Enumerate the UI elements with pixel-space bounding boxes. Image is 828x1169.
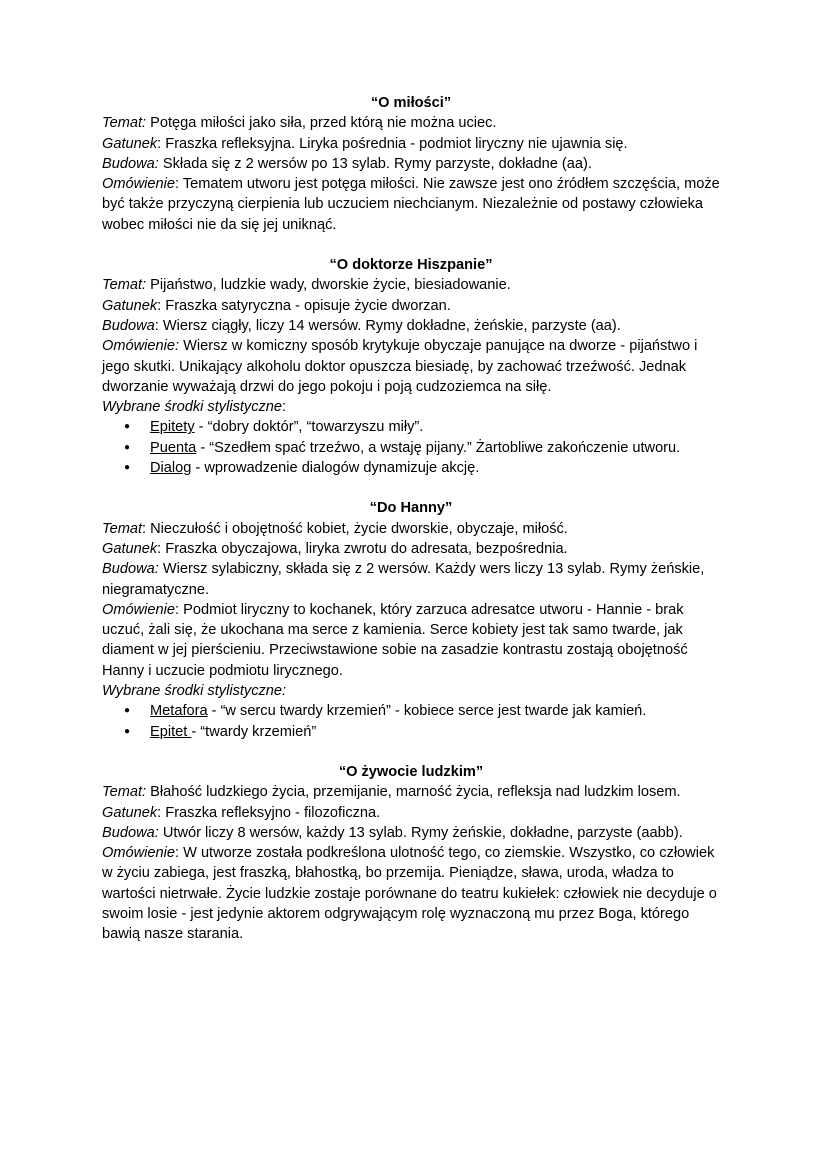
budowa-line — [102, 559, 720, 600]
gatunek-text: : Fraszka satyryczna - opisuje życie dworzan. — [157, 297, 451, 314]
gatunek-text: : Fraszka obyczajowa, liryka zwrotu do adresata, bezpośrednia. — [157, 540, 568, 557]
budowa-line — [102, 823, 720, 843]
gatunek-text: : Fraszka refleksyjno - filozoficzna. — [157, 804, 381, 821]
gatunek-line — [102, 803, 720, 823]
srodki-line — [102, 397, 720, 417]
srodki-list — [102, 417, 720, 478]
document-page — [102, 93, 720, 945]
srodki-line — [102, 681, 720, 701]
temat-line — [102, 275, 720, 295]
gatunek-label: Gatunek — [102, 297, 158, 314]
list-item-term: Dialog — [150, 460, 192, 477]
list-item-text: - “twardy krzemień” — [191, 723, 317, 740]
omowienie-label: Omówienie — [102, 176, 175, 193]
temat-text: Błahość ludzkiego życia, przemijanie, marność życia, refleksja nad ludzkim losem. — [146, 784, 681, 801]
budowa-line — [102, 316, 720, 336]
budowa-label: Budowa — [102, 317, 155, 334]
omowienie-text: Wiersz w komiczny sposób krytykuje obyczaje panujące na dworze - pijaństwo i jego skutki. Unikający alkoholu doktor opuszcza biesiadę, by zachować trzeźwość. Jednak dworzanie wyważają drzwi do jego pokoju i poją cudzoziemca na siłę. — [102, 338, 698, 395]
list-item — [102, 701, 720, 721]
srodki-label: Wybrane środki stylistyczne — [102, 399, 283, 416]
gatunek-label: Gatunek — [102, 540, 158, 557]
section-title: “O doktorze Hiszpanie” — [329, 257, 493, 274]
budowa-line — [102, 154, 720, 174]
temat-text: : Nieczułość i obojętność kobiet, życie dworskie, obyczaje, miłość. — [142, 520, 568, 537]
list-item-text: - “dobry doktór”, “towarzyszu miły”. — [194, 419, 424, 436]
section-o-milosci — [102, 93, 720, 235]
temat-label: Temat — [102, 520, 143, 537]
temat-text: Potęga miłości jako siła, przed którą nie można uciec. — [146, 115, 497, 132]
budowa-label: Budowa: — [102, 824, 159, 841]
srodki-list — [102, 701, 720, 742]
gatunek-line — [102, 539, 720, 559]
omowienie-text: : Podmiot liryczny to kochanek, który zarzuca adresatce utworu - Hannie - brak uczuć, żali się, że ukochana ma serce z kamienia. Serce kobiety jest tak samo twarde, jak diament w jej pierścieniu. Przeciwstawione sobie na zasadzie kontrastu zostają obojętność Hanny i uczucie podmiotu lirycznego. — [102, 601, 688, 679]
list-item-term: Epitet — [150, 723, 192, 740]
section-title: “O miłości” — [370, 95, 452, 111]
omowienie-label: Omówienie — [102, 845, 175, 862]
list-item — [102, 417, 720, 437]
section-title: “O żywocie ludzkim” — [338, 763, 484, 780]
temat-text: Pijaństwo, ludzkie wady, dworskie życie, biesiadowanie. — [146, 277, 511, 294]
gatunek-text: : Fraszka refleksyjna. Liryka pośrednia - podmiot liryczny nie ujawnia się. — [157, 135, 628, 152]
omowienie-label: Omówienie — [102, 601, 175, 618]
section-o-zywocie-ludzkim — [102, 762, 720, 945]
srodki-suffix: : — [282, 399, 287, 416]
temat-label: Temat: — [102, 784, 147, 801]
omowienie-label: Omówienie: — [102, 338, 180, 355]
budowa-text: Wiersz sylabiczny, składa się z 2 wersów. Każdy wers liczy 13 sylab. Rymy żeńskie, niegramatyczne. — [102, 561, 705, 598]
omowienie-line — [102, 174, 720, 235]
temat-line — [102, 782, 720, 802]
budowa-text: Utwór liczy 8 wersów, każdy 13 sylab. Rymy żeńskie, dokładne, parzyste (aabb). — [158, 824, 683, 841]
srodki-label: Wybrane środki stylistyczne: — [102, 683, 287, 700]
omowienie-line — [102, 600, 720, 681]
omowienie-text: : W utworze została podkreślona ulotność tego, co ziemskie. Wszystko, co człowiek w życiu zabiega, jest fraszką, błahostką, bo przemija. Pieniądze, sława, uroda, władza to wartości nietrwałe. Życie ludzkie zostaje porównane do teatru kukiełek: człowiek nie decyduje o swoim losie - jest jedynie aktorem odgrywającym rolę wyznaczoną mu przez Boga, którego bawią nasze starania. — [102, 845, 717, 943]
list-item — [102, 722, 720, 742]
temat-line — [102, 113, 720, 133]
omowienie-text: : Tematem utworu jest potęga miłości. Nie zawsze jest ono źródłem szczęścia, może być także przyczyną cierpienia lub uczuciem niechcianym. Niezależnie od postawy człowieka wobec miłości nie da się jej uniknąć. — [102, 176, 720, 233]
budowa-label: Budowa: — [102, 561, 159, 578]
gatunek-label: Gatunek — [102, 135, 158, 152]
gatunek-label: Gatunek — [102, 804, 158, 821]
list-item-term: Puenta — [150, 439, 197, 456]
list-item-text: - wprowadzenie dialogów dynamizuje akcję. — [191, 460, 480, 477]
gatunek-line — [102, 134, 720, 154]
section-o-doktorze-hiszpanie — [102, 255, 720, 478]
budowa-text: : Wiersz ciągły, liczy 14 wersów. Rymy dokładne, żeńskie, parzyste (aa). — [154, 317, 621, 334]
list-item-term: Metafora — [150, 703, 208, 720]
list-item-text: - “Szedłem spać trzeźwo, a wstaję pijany.” Żartobliwe zakończenie utworu. — [196, 439, 681, 456]
list-item-term: Epitety — [150, 419, 195, 436]
list-item — [102, 438, 720, 458]
omowienie-line — [102, 336, 720, 397]
list-item-text: - “w sercu twardy krzemień” - kobiece serce jest twarde jak kamień. — [207, 703, 647, 720]
budowa-text: Składa się z 2 wersów po 13 sylab. Rymy parzyste, dokładne (aa). — [158, 155, 592, 172]
section-do-hanny — [102, 498, 720, 742]
temat-label: Temat: — [102, 115, 147, 132]
budowa-label: Budowa: — [102, 155, 159, 172]
temat-line — [102, 519, 720, 539]
section-title: “Do Hanny” — [369, 500, 453, 517]
gatunek-line — [102, 296, 720, 316]
list-item — [102, 458, 720, 478]
omowienie-line — [102, 843, 720, 944]
temat-label: Temat: — [102, 277, 147, 294]
